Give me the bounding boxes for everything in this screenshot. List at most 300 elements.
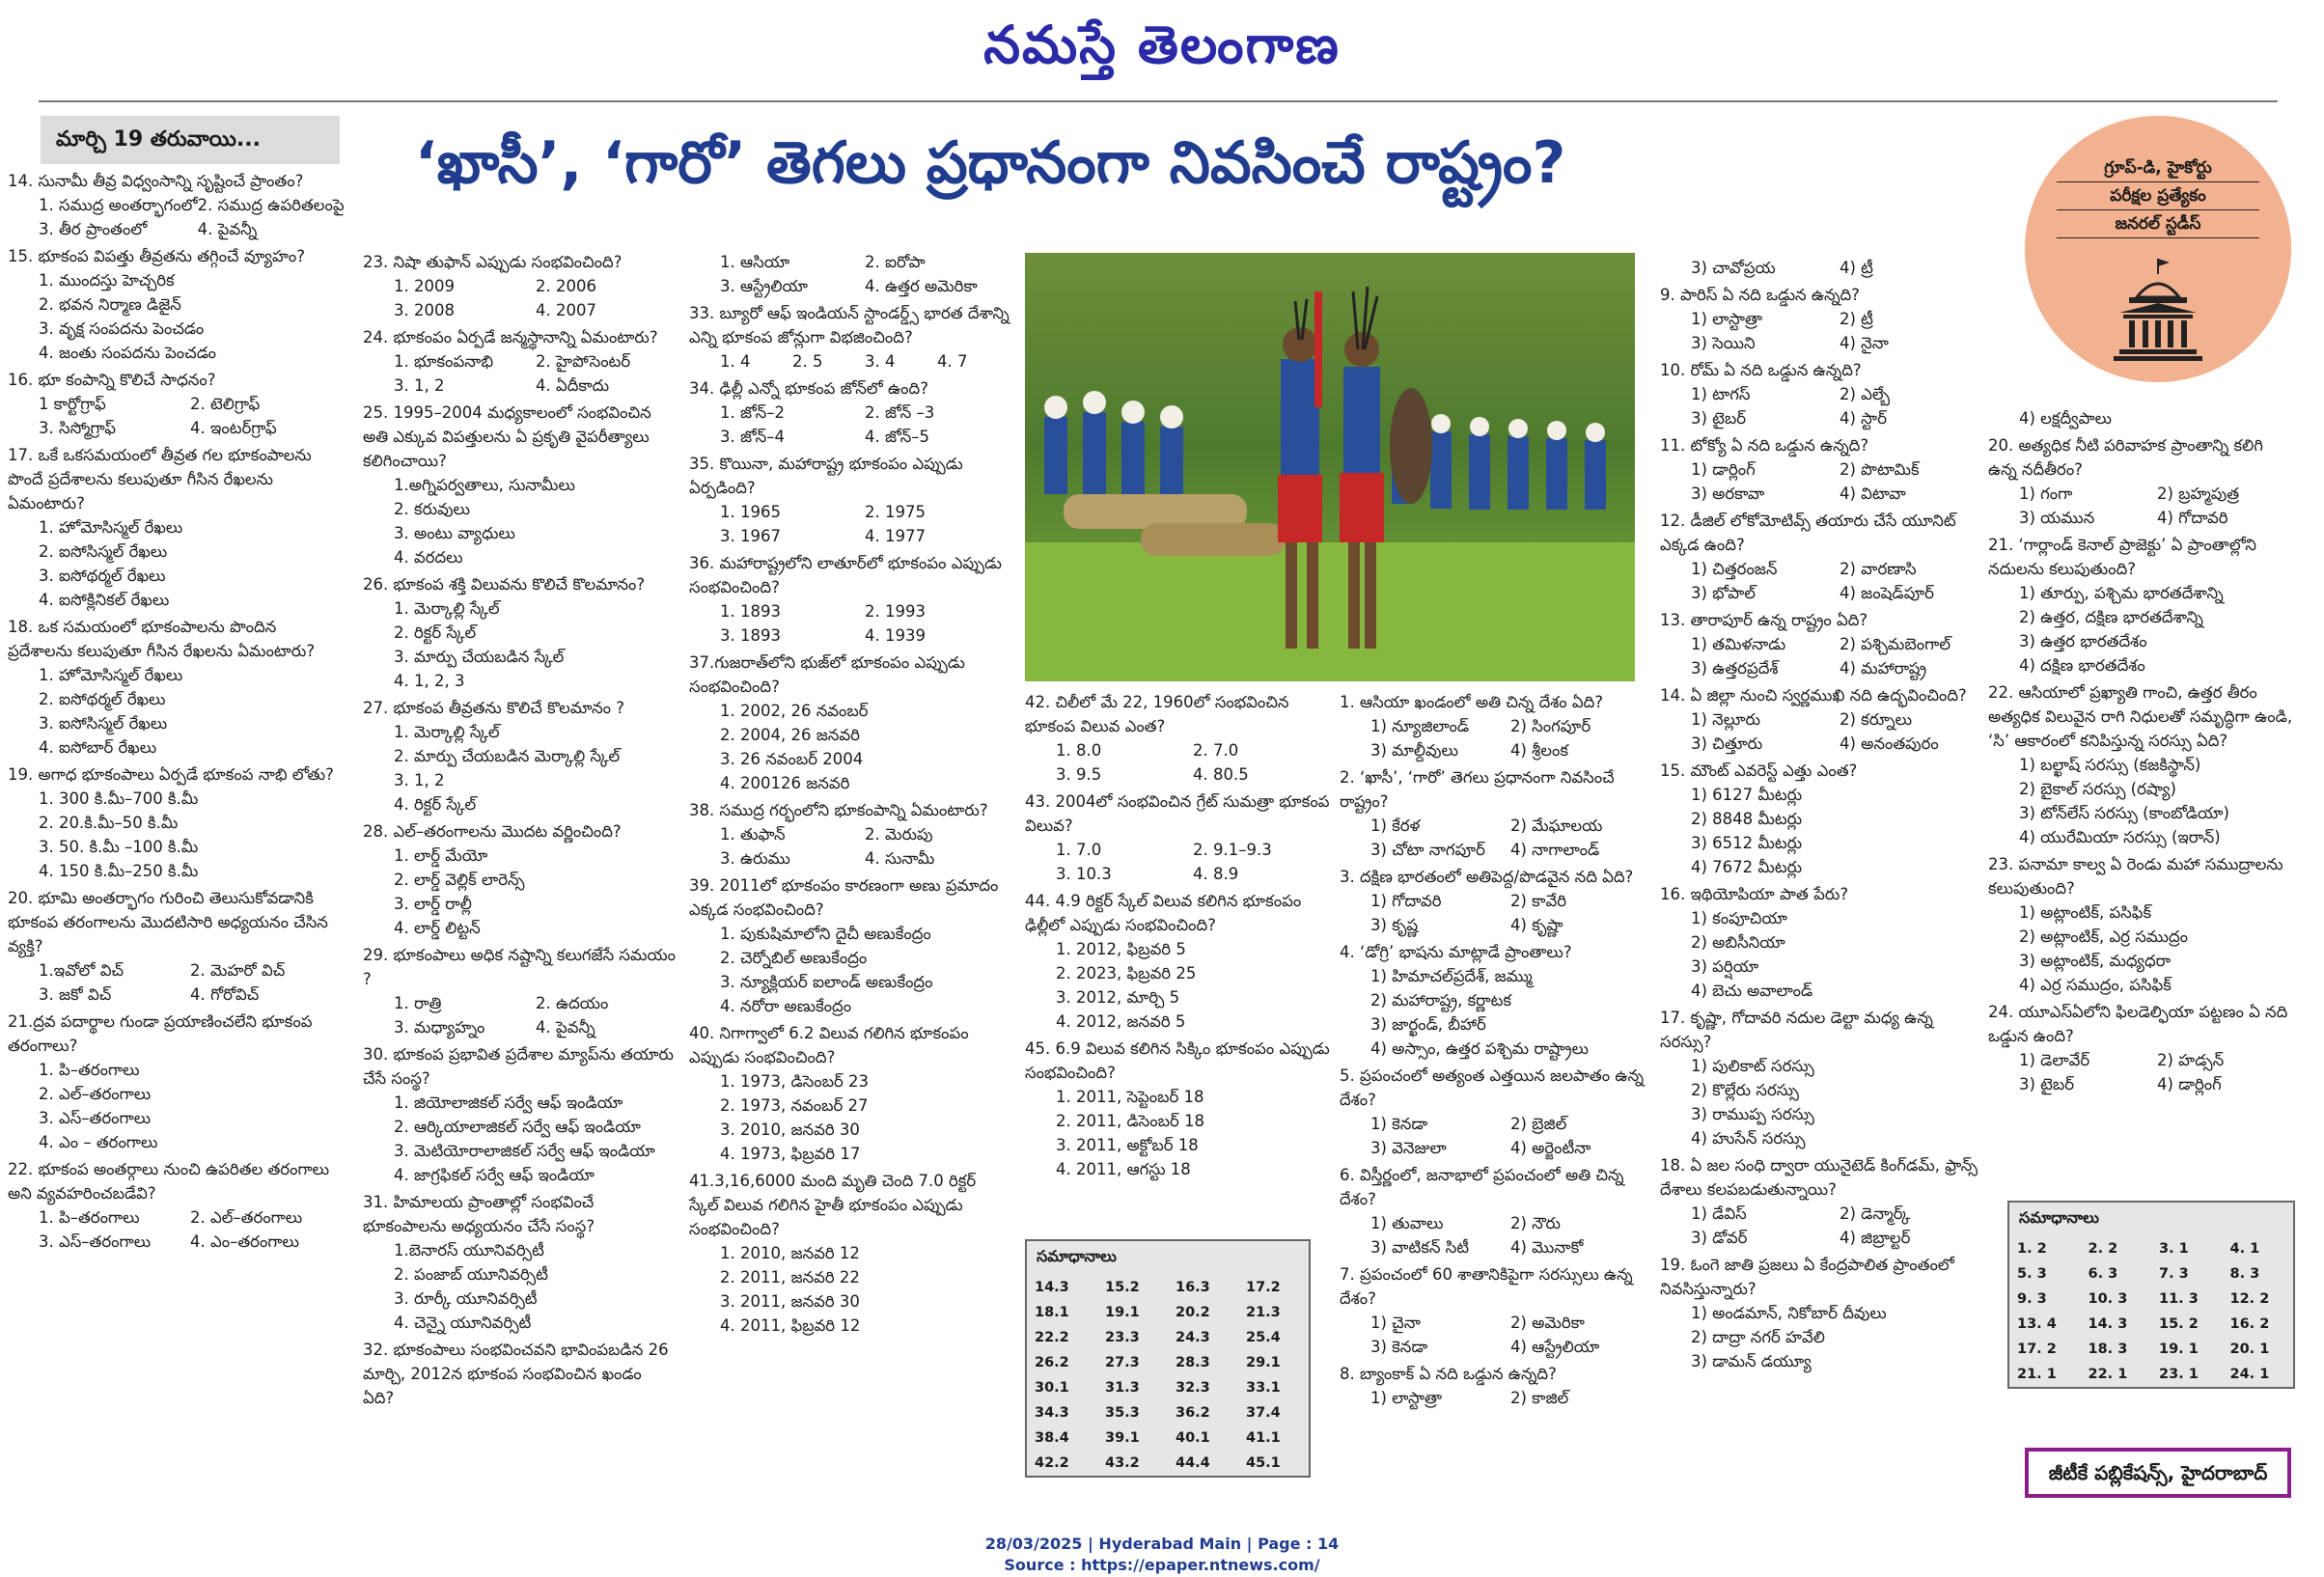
option-item: 2. కరువులు: [394, 500, 470, 518]
option-item: 4. గోరోవిచ్: [190, 985, 260, 1004]
question-item: [689, 250, 1010, 298]
question-item: [1660, 433, 1988, 506]
answer-cell: 22.2: [1035, 1330, 1069, 1345]
option-item: 3) కెనడా: [1370, 1338, 1428, 1356]
option-list: [8, 663, 342, 760]
option-item: 4) అస్సాం, ఉత్తర పశ్చిమ రాష్ట్రాలు: [1370, 1039, 1589, 1058]
option-list: [1660, 906, 1988, 1003]
option-item: 4. 2012, జనవరి 5: [1056, 1012, 1186, 1031]
option-item: 4. 2007: [536, 301, 596, 319]
question-item: [363, 1338, 678, 1410]
question-text: 42. చిలీలో మే 22, 1960లో సంభవించిన భూకంప విలువ ఎంత?: [1025, 693, 1289, 735]
option-item: 2) వారణాసి: [1840, 560, 1917, 578]
question-text: 21. ‘గార్లాండ్ కెనాల్ ప్రాజెక్టు’ ఏ ప్రాంతాల్లోని నదులను కలుపుతుంది?: [1988, 536, 2256, 578]
question-text: 14. ఏ జిల్లా నుంచి స్వర్ణముఖి నది ఉద్భవించింది?: [1660, 686, 1967, 705]
option-item: 4. ఇంటర్‌గ్రాఫ్: [190, 419, 277, 437]
answer-cell: 38.4: [1035, 1430, 1069, 1446]
answer-cell: 41.1: [1246, 1430, 1281, 1446]
question-item: [8, 169, 345, 241]
option-item: 2. ఎల్–తరంగాలు: [39, 1085, 152, 1103]
answer-row: [2009, 1286, 2293, 1312]
answer-cell: 43.2: [1105, 1455, 1140, 1471]
option-item: 3) ఉత్తర భారతదేశం: [2019, 632, 2147, 650]
question-text: 16. ఇథియోపియా పాత పేరు?: [1660, 885, 1849, 903]
option-item: 3) చిత్తూరు: [1691, 734, 1763, 753]
option-list: [1340, 964, 1650, 1061]
answer-row: [1027, 1275, 1309, 1300]
option-item: 3. ఎస్–తరంగాలు: [39, 1232, 152, 1251]
answer-cell: 1. 2: [2017, 1241, 2047, 1257]
option-item: 1. తుఫాన్: [720, 825, 786, 844]
option-item: 2. ఐసోథర్మల్ రేఖలు: [39, 690, 166, 708]
option-list: [1025, 937, 1330, 1034]
option-item: 2. లార్డ్ వెల్లిక్ లారెన్స్: [394, 871, 525, 889]
option-item: 2) బైకాల్ సరస్సు (రష్యా): [2019, 780, 2176, 798]
answer-cell: 32.3: [1176, 1380, 1210, 1396]
answer-cell: 29.1: [1246, 1355, 1281, 1370]
answer-cell: 13. 4: [2017, 1316, 2057, 1332]
question-item: [689, 798, 1010, 871]
option-item: 2. 7.0: [1193, 741, 1239, 760]
option-item: 4. 80.5: [1193, 765, 1249, 784]
option-item: 3) పర్షియా: [1691, 957, 1759, 976]
option-item: 1. భూకంపనాభి: [394, 352, 494, 371]
question-text: 3. దక్షిణ భారతంలో అతిపెద్ద/పొడవైన నది ఏది?: [1340, 868, 1634, 886]
option-item: 4. చెన్నై యూనివర్సిటీ: [394, 1314, 532, 1332]
option-item: 4) 7672 మీటర్లు: [1691, 858, 1803, 876]
option-item: 2. మెరుపు: [865, 825, 933, 844]
option-list: [1988, 753, 2295, 849]
option-item: 2) మేఘాలయ: [1510, 816, 1603, 835]
question-item: [8, 615, 342, 760]
question-text: 37.గుజరాత్‌లోని భుజ్‌లో భూకంపం ఎప్పుడు సంభవించింది?: [689, 653, 965, 696]
option-item: 4. ఏదీకాదు: [536, 376, 610, 395]
option-item: 1.ఇవోలో విచ్: [39, 961, 124, 980]
question-text: 13. తారాపూర్ ఉన్న రాష్ట్రం ఏది?: [1660, 611, 1868, 629]
option-item: 2) ఎల్బే: [1840, 385, 1891, 403]
option-item: 3. తీర ప్రాంతంలో: [39, 220, 148, 238]
question-item: [689, 650, 1010, 795]
question-item: [363, 250, 678, 322]
option-list: [1340, 1112, 1650, 1160]
answer-cell: 14. 3: [2088, 1316, 2128, 1332]
option-list: [1340, 1211, 1650, 1259]
option-item: 2) కర్నూలు: [1840, 710, 1913, 729]
option-item: 1. పి–తరంగాలు: [39, 1208, 140, 1227]
question-text: 20. భూమి అంతర్భాగం గురించి తెలుసుకోవడానికి భూకంప తరంగాలను మొదటిసారి అధ్యయనం చేసిన వ్యక్తి?: [8, 889, 328, 955]
option-item: 2. 1993: [865, 602, 926, 621]
option-item: 4. 7: [937, 352, 968, 371]
answer-cell: 31.3: [1105, 1380, 1140, 1396]
answer-cell: 18.1: [1035, 1305, 1069, 1320]
answer-row: [2009, 1261, 2293, 1286]
option-list: [689, 599, 1010, 648]
question-text: 2. ‘ఖాసీ’, ‘గారో’ తెగలు ప్రధానంగా నివసించే రాష్ట్రం?: [1340, 768, 1615, 811]
option-item: 2. 2004, 26 జనవరి: [720, 726, 860, 744]
answer-cell: 20. 1: [2229, 1342, 2270, 1357]
question-item: [1660, 882, 1988, 1003]
option-item: 1) డేవిస్: [1691, 1204, 1747, 1223]
question-item: [1660, 683, 1988, 756]
option-list: [1660, 256, 1988, 280]
option-item: 3. సిస్మోగ్రాఫ్: [39, 419, 116, 437]
option-item: 2. మెహరో విచ్: [190, 961, 286, 980]
option-item: 2) మహారాష్ట్ర, కర్ణాటక: [1370, 991, 1511, 1010]
option-item: 1. 1973, డిసెంబర్ 23: [720, 1072, 870, 1091]
option-item: 2. 2006: [536, 277, 596, 295]
option-list: [1660, 382, 1988, 430]
question-item: [363, 819, 678, 940]
option-list: [1660, 557, 1988, 605]
option-item: 3) అరకావా: [1691, 484, 1765, 503]
option-item: 2) అట్లాంటిక్, ఎర్ర సముద్రం: [2019, 927, 2188, 946]
option-item: 3. జకో విచ్: [39, 985, 112, 1004]
option-list: [1988, 900, 2295, 997]
question-item: [8, 443, 342, 612]
option-list: [1340, 889, 1650, 937]
option-item: 1) టాగస్: [1691, 385, 1751, 403]
option-item: 2. భవన నిర్మాణ డిజైన్: [39, 295, 181, 314]
option-list: [1660, 457, 1988, 506]
option-list: [689, 500, 1010, 548]
option-item: 2) బ్రహ్మపుత్ర: [2157, 484, 2240, 503]
option-item: 1. 2012, ఫిబ్రవరి 5: [1056, 940, 1186, 958]
question-item: [8, 244, 342, 365]
option-item: 1) పులికాట్ సరస్సు: [1691, 1057, 1814, 1075]
badge-line-3: జనరల్ స్టడీస్: [2057, 210, 2259, 238]
question-item: [1660, 256, 1988, 280]
option-item: 4) విటావా: [1840, 484, 1906, 503]
option-item: 4) అర్జెంటీనా: [1510, 1139, 1591, 1157]
option-item: 2) ట్రీ: [1840, 310, 1873, 328]
option-list: [363, 720, 678, 816]
question-item: [363, 1042, 678, 1187]
option-item: 1. 8.0: [1056, 741, 1102, 760]
answer-cell: 44.4: [1176, 1455, 1210, 1471]
option-item: 1) డెలావేర్: [2019, 1051, 2090, 1069]
option-item: 1) గంగా: [2019, 484, 2073, 503]
question-column-4: [1025, 687, 1330, 1181]
question-text: 15. మౌంట్ ఎవరెస్ట్ ఎత్తు ఎంత?: [1660, 761, 1858, 780]
option-item: 3. రూర్కీ యూనివర్సిటీ: [394, 1289, 538, 1308]
answer-box-title: సమాధానాలు: [2019, 1208, 2099, 1227]
option-item: 2. సముద్ర ఉపరితలంపై: [197, 196, 345, 214]
answer-cell: 15. 2: [2159, 1316, 2199, 1332]
option-list: [1988, 1048, 2295, 1096]
question-text: 27. భూకంప తీవ్రతను కొలిచే కొలమానం ?: [363, 699, 625, 717]
answer-cell: 10. 3: [2088, 1291, 2128, 1307]
question-item: [363, 572, 678, 693]
option-item: 1. 2002, 26 నవంబర్: [720, 702, 869, 720]
continuation-label: మార్చి 19 తరువాయి...: [41, 116, 340, 164]
question-item: [1660, 358, 1988, 430]
option-item: 3. 2011, జనవరి 30: [720, 1292, 860, 1311]
option-item: 2) హడ్సన్: [2157, 1051, 2225, 1069]
option-item: 1) లాస్టాత్రా: [1370, 1389, 1442, 1407]
option-list: [689, 401, 1010, 449]
question-text: 4. ‘డోగ్రి’ భాషను మాట్లాడే ప్రాంతాలు?: [1340, 943, 1572, 961]
question-text: 18. ఏ జల సంధి ద్వారా యునైటెడ్ కింగ్‌డమ్, ఫ్రాన్స్ దేశాలు కలపబడుతున్నాయి?: [1660, 1156, 1978, 1199]
option-item: 2. ఐరోపా: [865, 253, 926, 271]
option-item: 4) మొనాకో: [1510, 1238, 1584, 1257]
option-item: 3. 2012, మార్చి 5: [1056, 988, 1180, 1007]
answer-row: [2009, 1312, 2293, 1337]
option-item: 2) నౌరు: [1510, 1214, 1562, 1232]
option-list: [8, 268, 342, 365]
question-column-6: [1660, 253, 1988, 1373]
option-item: 2. 1975: [865, 503, 926, 521]
answer-cell: 18. 3: [2088, 1342, 2128, 1357]
question-item: [1340, 1262, 1650, 1359]
question-item: [1340, 1064, 1650, 1160]
option-list: [8, 193, 345, 241]
question-item: [1340, 690, 1650, 762]
option-item: 1. హోమోసిస్మల్ రేఖలు: [39, 518, 183, 537]
option-item: 2) సింగపూర్: [1510, 717, 1591, 735]
answer-row: [1027, 1300, 1309, 1325]
option-item: 3) డోవర్: [1691, 1229, 1748, 1247]
badge-line-1: గ్రూప్-డి, హైకోర్టు: [2057, 154, 2259, 182]
option-item: 4) నాగాలాండ్: [1510, 841, 1600, 859]
option-item: 1. 2011, సెప్టెంబర్ 18: [1056, 1088, 1204, 1106]
option-item: 4. జోన్–5: [865, 428, 929, 446]
option-item: 1) అట్లాంటిక్, పసిఫిక్: [2019, 903, 2152, 922]
option-item: 4) జంషెడ్‌పూర్: [1840, 584, 1934, 602]
option-item: 2. పంజాబ్ యూనివర్సిటీ: [394, 1265, 548, 1284]
question-item: [1660, 1153, 1988, 1250]
question-text: 12. డీజిల్ లోకోమోటివ్స్ తయారు చేసే యూనిట్ ఎక్కడ ఉంది?: [1660, 512, 1956, 554]
answer-cell: 36.2: [1176, 1405, 1210, 1421]
question-text: 34. ఢిల్లీ ఎన్నో భూకంప జోన్‌లో ఉంది?: [689, 379, 928, 398]
option-item: 2) 8848 మీటర్లు: [1691, 810, 1803, 828]
option-item: 1. 2010, జనవరి 12: [720, 1244, 860, 1262]
option-item: 3. ఆస్ట్రేలియా: [720, 277, 809, 295]
option-item: 1. పి–తరంగాలు: [39, 1061, 140, 1079]
option-item: 4. లార్డ్ లిట్టన్: [394, 919, 481, 937]
option-list: [363, 473, 678, 569]
question-text: 24. యూఎస్‌ఏలోని ఫిలడెల్ఫియా పట్టణం ఏ నది ఒడ్డున ఉంది?: [1988, 1003, 2288, 1045]
question-text: 45. 6.9 విలువ కలిగిన సిక్కిం భూకంపం ఎప్పుడు సంభవించింది?: [1025, 1039, 1330, 1082]
option-list: [689, 1069, 1010, 1166]
option-item: 2. జోన్ –3: [865, 403, 935, 422]
answer-row: [1027, 1325, 1309, 1350]
option-item: 3. 9.5: [1056, 765, 1102, 784]
question-text: 25. 1995–2004 మధ్యకాలంలో సంభవించిన అతి ఎక్కువ విపత్తులను ఏ ప్రకృతి వైపరీత్యాలు కలిగించాయి?: [363, 403, 651, 470]
masthead-logo: నమస్తే తెలంగాణ: [983, 14, 1341, 75]
question-item: [1025, 789, 1330, 886]
option-item: 1) కేరళ: [1370, 816, 1421, 835]
question-text: 22. ఆసియాలో ప్రఖ్యాతి గాంచి, ఉత్తర తీరం అత్యధిక విలువైన రాగి నిధులతో సమృద్ధిగా ఉండి, ‘సి’ ఆకారంలో కనిపిస్తున్న సరస్సు ఏది?: [1988, 683, 2293, 750]
option-item: 1) 6127 మీటర్లు: [1691, 786, 1803, 804]
option-list: [1340, 714, 1650, 762]
answer-row: [2009, 1236, 2293, 1261]
option-item: 1) నెల్లూరు: [1691, 710, 1760, 729]
option-list: [8, 392, 342, 440]
option-item: 3. మెటియోరాలాజికల్ సర్వే ఆఫ్ ఇండియా: [394, 1142, 655, 1160]
answer-cell: 17. 2: [2017, 1342, 2057, 1357]
answer-cell: 17.2: [1246, 1280, 1281, 1295]
answer-row: [1027, 1375, 1309, 1400]
answer-cell: 24.3: [1176, 1330, 1210, 1345]
answer-cell: 22. 1: [2088, 1367, 2128, 1382]
answer-cell: 6. 3: [2088, 1266, 2118, 1282]
option-list: [1660, 1202, 1988, 1250]
answer-cell: 23.3: [1105, 1330, 1140, 1345]
answer-cell: 5. 3: [2017, 1266, 2047, 1282]
option-list: [689, 699, 1010, 795]
option-item: 1) డార్లింగ్: [1691, 460, 1756, 479]
question-item: [8, 1010, 342, 1154]
option-item: 1) హిమాచల్‌ప్రదేశ్, జమ్ము: [1370, 967, 1533, 985]
option-item: 2. 2011, డిసెంబర్ 18: [1056, 1112, 1205, 1130]
option-item: 3) వెనెజులా: [1370, 1139, 1447, 1157]
option-item: 2. చెర్నోబిల్ అణుకేంద్రం: [720, 949, 868, 967]
option-item: 2) ఉత్తర, దక్షిణ భారతదేశాన్ని: [2019, 608, 2203, 626]
option-item: 2. ఎల్–తరంగాలు: [190, 1208, 303, 1227]
option-item: 4. ఐసోక్లినికల్ రేఖలు: [39, 591, 170, 609]
option-list: [363, 349, 678, 398]
option-item: 2. 2023, ఫిబ్రవరి 25: [1056, 964, 1197, 982]
question-item: [689, 452, 1010, 548]
question-text: 17. కృష్ణా, గోదావరి నదుల డెల్టా మధ్య ఉన్న సరస్సు?: [1660, 1009, 1933, 1051]
option-item: 3) భోపాల్: [1691, 584, 1757, 602]
option-item: 3) యమున: [2019, 509, 2095, 527]
option-list: [1340, 814, 1650, 862]
option-item: 4. 1939: [865, 626, 926, 645]
question-text: 35. కొయినా, మహారాష్ట్ర భూకంపం ఎప్పుడు ఏర్పడింది?: [689, 455, 963, 497]
option-item: 4. ఎం–తరంగాలు: [190, 1232, 299, 1251]
question-text: 18. ఒక సమయంలో భూకంపాలను పొందిన ప్రదేశాలను కలుపుతూ గీసిన రేఖలను ఏమంటారు?: [8, 618, 316, 660]
question-item: [8, 368, 342, 440]
option-item: 3. వృక్ష సంపదను పెంచడం: [39, 319, 205, 338]
question-item: [8, 886, 342, 1007]
question-column-7: [1988, 403, 2295, 1096]
question-item: [1340, 765, 1650, 862]
option-item: 1) లాస్టాత్రా: [1691, 310, 1762, 328]
question-item: [8, 1157, 342, 1254]
option-item: 3. 4: [865, 352, 896, 371]
option-item: 2. ఉదయం: [536, 994, 609, 1012]
option-item: 1. రాత్రి: [394, 994, 442, 1012]
option-item: 3) రాముప్ప సరస్సు: [1691, 1105, 1814, 1123]
option-item: 1 కార్టోగ్రాఫ్: [39, 395, 106, 413]
option-list: [1660, 707, 1988, 756]
option-item: 1) బల్ఖాష్ సరస్సు (కజకిస్థాన్): [2019, 756, 2201, 774]
question-text: 16. భూ కంపాన్ని కొలిచే సాధనం?: [8, 371, 216, 389]
answer-cell: 3. 1: [2159, 1241, 2189, 1257]
option-item: 3) కృష్ణ: [1370, 916, 1419, 934]
option-item: 1. పుకుషిమాలోని దైచీ అణుకేంద్రం: [720, 925, 931, 943]
option-item: 4) శ్రీలంక: [1510, 741, 1568, 760]
option-item: 2) డెన్మార్క్: [1840, 1204, 1911, 1223]
option-item: 4. వరదలు: [394, 548, 463, 567]
photo-illustration: [1025, 253, 1635, 681]
option-list: [1025, 738, 1330, 787]
question-item: [689, 551, 1010, 648]
question-text: 10. రోమ్ ఏ నది ఒడ్డున ఉన్నది?: [1660, 361, 1862, 379]
option-item: 3. 1, 2: [394, 376, 445, 395]
question-text: 41.3,16,6000 మంది మృతి చెంది 7.0 రిక్టర్ స్కేల్ విలువ గలిగిన హైతీ భూకంపం ఎప్పుడు సంభవించింది?: [689, 1172, 977, 1238]
question-item: [689, 376, 1010, 449]
option-item: 1. 300 కి.మీ–700 కి.మీ: [39, 789, 199, 808]
question-item: [8, 762, 342, 883]
option-item: 4. 1973, ఫిబ్రవరి 17: [720, 1145, 861, 1163]
question-text: 6. విస్తీర్ణంలో, జనాభాలో ప్రపంచంలో అతి చిన్న దేశం?: [1340, 1166, 1624, 1208]
section-badge: [2025, 116, 2291, 382]
option-list: [1988, 482, 2295, 530]
option-item: 3. 1893: [720, 626, 781, 645]
option-item: 2. 2011, జనవరి 22: [720, 1268, 860, 1286]
option-item: 4) లక్షద్వీపాలు: [2019, 409, 2113, 428]
option-item: 4) బెచు అవాలాండ్: [1691, 982, 1813, 1000]
option-list: [8, 787, 342, 883]
question-text: 15. భూకంప విపత్తు తీవ్రతను తగ్గించే వ్యూహం?: [8, 247, 305, 265]
question-text: 19. అగాధ భూకంపాలు ఏర్పడే భూకంప నాభి లోతు?: [8, 765, 334, 784]
answer-row: [1027, 1350, 1309, 1375]
answer-box-1: [1025, 1239, 1311, 1478]
answer-cell: 14.3: [1035, 1280, 1069, 1295]
option-item: 4) హుసేన్ సరస్సు: [1691, 1129, 1806, 1148]
option-item: 4) అనంతపురం: [1840, 734, 1939, 753]
option-item: 1) గోదావరి: [1370, 892, 1442, 910]
option-item: 4) నైనా: [1840, 334, 1889, 352]
footer-date-line: 28/03/2025 | Hyderabad Main | Page : 14: [984, 1535, 1340, 1553]
option-item: 4. పైవన్నీ: [536, 1018, 595, 1037]
question-item: [1660, 1253, 1988, 1373]
question-item: [1988, 852, 2295, 997]
answer-cell: 26.2: [1035, 1355, 1069, 1370]
option-item: 4. 1, 2, 3: [394, 672, 465, 690]
option-list: [1660, 783, 1988, 879]
option-item: 4) ట్రీ: [1840, 259, 1873, 277]
option-list: [1660, 1301, 1988, 1373]
option-item: 4) యురేమియా సరస్సు (ఇరాన్): [2019, 828, 2221, 846]
option-item: 1. 7.0: [1056, 841, 1102, 859]
question-text: 20. అత్యధిక నీటి పరివాహక ప్రాంతాన్ని కలిగి ఉన్న నదీతీరం?: [1988, 436, 2263, 479]
answer-cell: 30.1: [1035, 1380, 1069, 1396]
option-item: 1. ముందస్తు హెచ్చరిక: [39, 271, 175, 290]
option-item: 3. 2010, జనవరి 30: [720, 1120, 860, 1139]
question-text: 24. భూకంపం ఏర్పడే జన్మస్థానాన్ని ఏమంటారు?: [363, 328, 658, 346]
question-item: [1660, 283, 1988, 355]
publisher-credit: జీటీకే పబ్లికేషన్స్, హైదరాబాద్: [2025, 1448, 2291, 1498]
question-text: 40. నిగాగ్వాలో 6.2 విలువ గలిగిన భూకంపం ఎప్పుడు సంభవించింది?: [689, 1024, 969, 1066]
option-list: [1988, 406, 2295, 430]
option-list: [8, 515, 342, 612]
option-item: 3. 50. కి.మీ –100 కి.మీ: [39, 838, 199, 856]
question-text: 29. భూకంపాలు అధిక నష్టాన్ని కలుగజేసే సమయం ?: [363, 946, 677, 988]
question-item: [1660, 509, 1988, 605]
option-item: 2. మార్పు చేయబడిన మెర్కాల్లి స్కేల్: [394, 747, 621, 765]
option-item: 4. 200126 జనవరి: [720, 774, 850, 792]
question-text: 7. ప్రపంచంలో 60 శాతానికిపైగా సరస్సులు ఉన్న దేశం?: [1340, 1265, 1633, 1308]
option-item: 4) డార్లింగ్: [2157, 1075, 2222, 1093]
option-list: [1660, 632, 1988, 680]
option-item: 3) ఉత్తరప్రదేశ్: [1691, 659, 1779, 678]
option-list: [689, 349, 1010, 374]
answer-cell: 21.3: [1246, 1305, 1281, 1320]
answer-cell: 23. 1: [2159, 1367, 2199, 1382]
question-item: [689, 873, 1010, 1018]
option-item: 1) చిత్తరంజన్: [1691, 560, 1778, 578]
answer-cell: 42.2: [1035, 1455, 1069, 1471]
option-item: 4. ఐసోబార్ రేఖలు: [39, 738, 157, 757]
answer-cell: 9. 3: [2017, 1291, 2047, 1307]
answer-cell: 40.1: [1176, 1430, 1210, 1446]
question-column-2: [363, 247, 678, 1410]
option-item: 2. రిక్టర్ స్కేల్: [394, 623, 477, 642]
option-item: 4) ఎర్ర సముద్రం, పసిఫిక్: [2019, 976, 2172, 994]
